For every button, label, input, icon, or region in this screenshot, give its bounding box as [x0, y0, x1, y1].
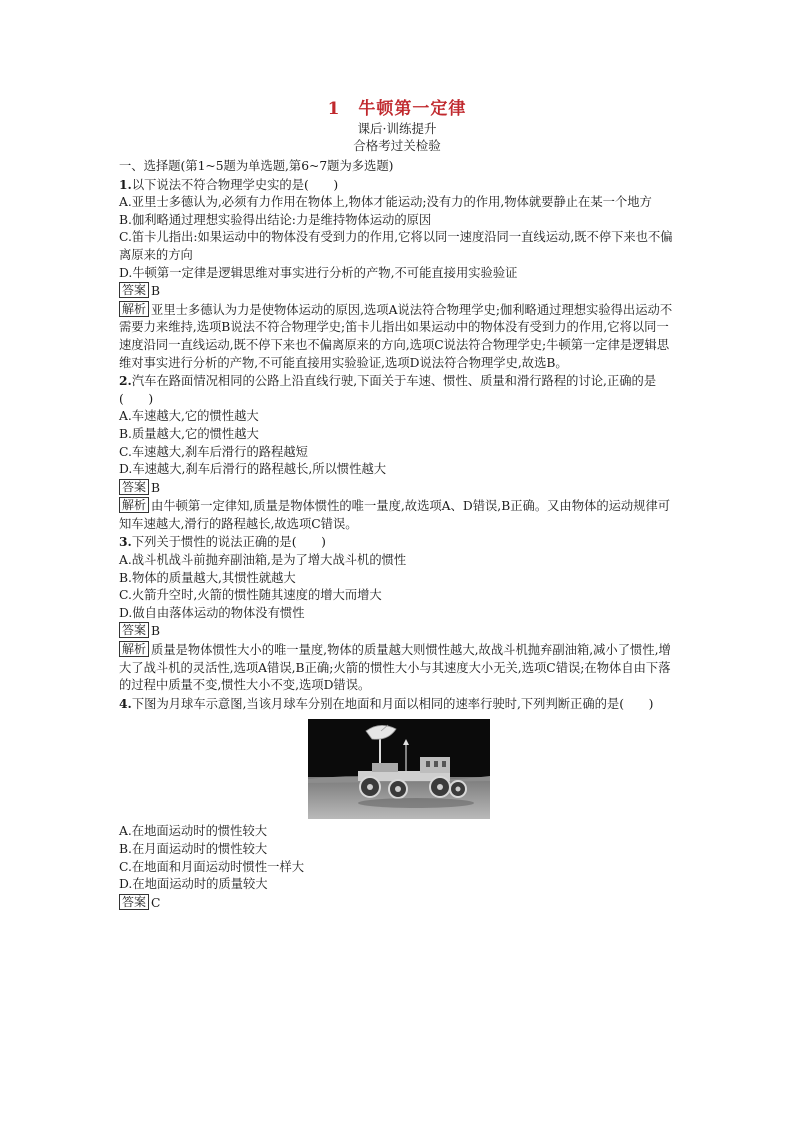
option-c: C.在地面和月面运动时惯性一样大 — [119, 859, 305, 874]
page-title: 1 牛顿第一定律 — [327, 99, 467, 119]
answer-value: B — [151, 480, 161, 495]
option-d: D.牛顿第一定律是逻辑思维对事实进行分析的产物,不可能直接用实验验证 — [119, 265, 518, 280]
question-number: 3. — [119, 534, 132, 550]
question-2 — [119, 372, 679, 533]
question-number: 1. — [119, 176, 132, 192]
option-a: A.在地面运动时的惯性较大 — [119, 824, 268, 839]
question-stem: 汽车在路面情况相同的公路上沿直线行驶,下面关于车速、惯性、质量和滑行路程的讨论,正确的是( ) — [119, 374, 657, 406]
lunar-rover-figure — [119, 719, 679, 819]
subtitle-practice: 课后·训练提升 — [357, 121, 437, 136]
analysis-text: 由牛顿第一定律知,质量是物体惯性的唯一量度,故选项A、D错误,B正确。又由物体的运动规律可知车速越大,滑行的路程越长,故选项C错误。 — [119, 499, 671, 531]
option-b: B.质量越大,它的惯性越大 — [119, 426, 259, 441]
question-4 — [119, 695, 679, 913]
lunar-rover-photo — [308, 719, 490, 819]
question-stem: 以下说法不符合物理学史实的是( ) — [131, 177, 339, 192]
option-b: B.物体的质量越大,其惯性就越大 — [119, 570, 296, 585]
option-a: A.战斗机战斗前抛弃副油箱,是为了增大战斗机的惯性 — [119, 553, 407, 568]
question-number: 4. — [119, 695, 132, 711]
analysis-tag: 解析 — [119, 301, 149, 317]
answer-tag: 答案 — [119, 479, 149, 495]
answer-tag: 答案 — [119, 282, 149, 298]
option-c: C.车速越大,刹车后滑行的路程越短 — [119, 444, 308, 459]
option-a: A.车速越大,它的惯性越大 — [119, 409, 259, 424]
option-d: D.在地面运动时的质量较大 — [119, 877, 268, 892]
question-number: 2. — [119, 373, 132, 389]
question-stem: 下列关于惯性的说法正确的是( ) — [131, 535, 326, 550]
answer-value: C — [151, 895, 161, 910]
answer-value: B — [151, 624, 161, 639]
analysis-tag: 解析 — [119, 497, 149, 513]
header — [0, 98, 794, 154]
option-d: D.车速越大,刹车后滑行的路程越长,所以惯性越大 — [119, 462, 387, 477]
option-c: C.火箭升空时,火箭的惯性随其速度的增大而增大 — [119, 588, 382, 603]
option-c: C.笛卡儿指出:如果运动中的物体没有受到力的作用,它将以同一速度沿同一直线运动,既不停下来也不偏离原来的方向 — [119, 230, 673, 262]
answer-tag: 答案 — [119, 622, 149, 638]
analysis-text: 亚里士多德认为力是使物体运动的原因,选项A说法符合物理学史;伽利略通过理想实验得出运动不需要力来维持,选项B说法不符合物理学史;笛卡儿指出如果运动中的物体没有受到力的作用,它将以同一速度沿同一直线运动,既不停下来也不偏离原来的方向,选项C说法符合物理学史;牛顿第一定律是逻辑思维对事实进行分析的产物,不可能直接用实验验证,选项D说法符合物理学史,故选B。 — [119, 302, 673, 370]
content — [119, 158, 679, 912]
analysis-tag: 解析 — [119, 641, 149, 657]
subtitle-level: 合格考过关检验 — [353, 138, 441, 153]
option-a: A.亚里士多德认为,必须有力作用在物体上,物体才能运动;没有力的作用,物体就要静止在某一个地方 — [119, 195, 652, 210]
question-stem: 下图为月球车示意图,当该月球车分别在地面和月面以相同的速率行驶时,下列判断正确的是( ) — [131, 696, 654, 711]
option-b: B.在月面运动时的惯性较大 — [119, 842, 268, 856]
question-1 — [119, 176, 679, 373]
option-b: B.伽利略通过理想实验得出结论:力是维持物体运动的原因 — [119, 212, 432, 227]
analysis-text: 质量是物体惯性大小的唯一量度,物体的质量越大则惯性越大,故战斗机抛弃副油箱,减小了惯性,增大了战斗机的灵活性,选项A错误,B正确;火箭的惯性大小与其速度大小无关,选项C错误;在物体自由下落的过程中质量不变,惯性大小不变,选项D错误。 — [119, 643, 671, 693]
answer-value: B — [151, 284, 161, 299]
question-3 — [119, 533, 679, 694]
answer-tag: 答案 — [119, 894, 149, 910]
section-heading: 一、选择题(第1~5题为单选题,第6~7题为多选题) — [119, 159, 394, 173]
option-d: D.做自由落体运动的物体没有惯性 — [119, 605, 305, 620]
